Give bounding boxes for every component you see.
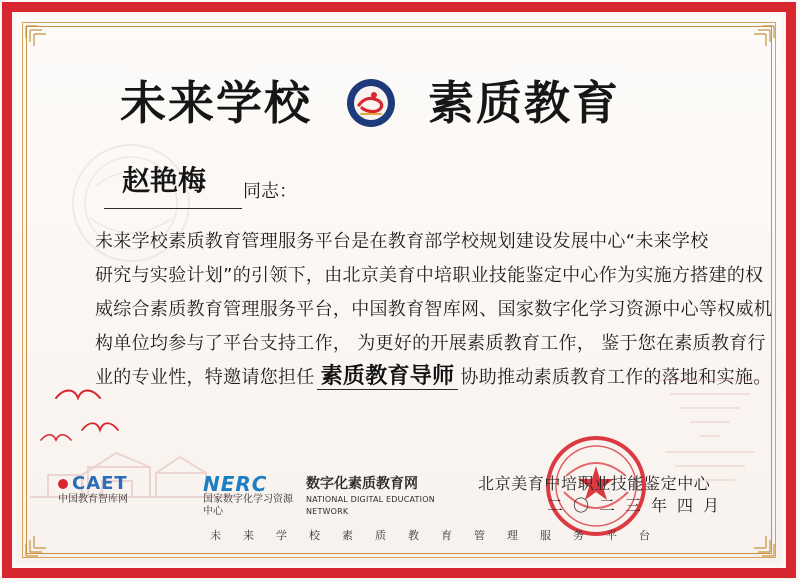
issue-date: 二〇二三年四月 <box>547 496 730 515</box>
title-left: 未来学校 <box>120 76 312 130</box>
recipient-name: 赵艳梅 <box>122 164 207 197</box>
corner-ornament-bottom-left <box>24 534 48 558</box>
digital-education-subtitle: NATIONAL DIGITAL EDUCATION NETWORK <box>306 495 435 516</box>
logo-nerc <box>203 472 297 517</box>
caet-icon <box>58 479 68 489</box>
nerc-mark: NERC <box>203 472 268 496</box>
corner-ornament-top-right <box>752 24 776 48</box>
body-line-5-prefix: 业的专业性，特邀请您担任 <box>95 367 315 388</box>
sponsor-logos <box>58 472 440 517</box>
body-line-5-suffix: 协助推动素质教育工作的落地和实施。 <box>460 367 772 388</box>
logo-caet <box>58 474 168 510</box>
logo-digital-education <box>306 474 440 516</box>
footer-platform-name: 未来学校素质教育管理服务平台 <box>210 529 672 542</box>
issuing-organization: 北京美育中培职业技能鉴定中心 <box>478 474 711 493</box>
caet-subtitle: 中国教育智库网 <box>58 494 128 505</box>
body-line-1: 未来学校素质教育管理服务平台是在教育部学校规划建设发展中心“未来学校 <box>95 231 709 252</box>
body-line-4: 构单位均参与了平台支持工作， 为更好的开展素质教育工作， 鉴于您在素质教育行 <box>95 333 766 354</box>
nerc-subtitle: 国家数字化学习资源中心 <box>203 494 293 517</box>
corner-ornament-bottom-right <box>752 534 776 558</box>
school-emblem-icon <box>344 76 398 130</box>
recipient-suffix: 同志： <box>243 181 297 202</box>
recipient-underline <box>104 208 242 209</box>
caet-mark: CAET <box>58 474 168 494</box>
body-line-2: 研究与实验计划”的引领下，由北京美育中培职业技能鉴定中心作为实施方搭建的权 <box>95 265 764 286</box>
title-right: 素质教育 <box>428 76 620 130</box>
digital-education-mark: 数字化素质教育网 <box>306 476 418 492</box>
body-line-3: 威综合素质教育管理服务平台，中国教育智库网、国家数字化学习资源中心等权威机 <box>95 299 773 320</box>
role-title: 素质教育导师 <box>317 363 459 390</box>
corner-ornament-top-left <box>24 24 48 48</box>
